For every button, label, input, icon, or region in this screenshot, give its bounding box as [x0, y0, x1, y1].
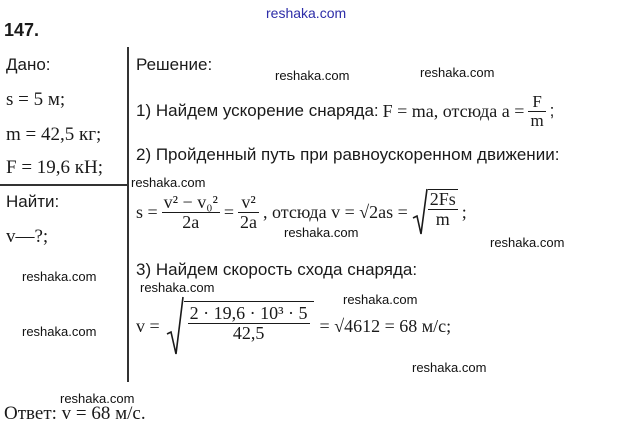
- watermark: reshaka.com: [343, 292, 418, 307]
- step-2-frac3-num: 2Fs: [429, 189, 456, 210]
- step-2-mid: , отсюда v = √2as =: [263, 201, 408, 222]
- given-item-m: m = 42,5 кг;: [6, 124, 102, 145]
- watermark: reshaka.com: [420, 65, 495, 80]
- step-1-frac-num: F: [532, 92, 542, 111]
- watermark: reshaka.com: [490, 235, 565, 250]
- step-3-frac-den: 42,5: [232, 323, 265, 343]
- step-2-text: 2) Пройденный путь при равноускоренном движении:: [136, 145, 560, 164]
- step-1-formula: F = ma, отсюда a =: [382, 100, 525, 121]
- watermark: reshaka.com: [60, 391, 135, 406]
- given-title: Дано:: [6, 55, 51, 74]
- sqrt-sign-icon: [412, 188, 428, 236]
- step-1: [136, 93, 554, 130]
- step-3-end: = √4612 = 68 м/с;: [319, 315, 452, 336]
- divider-horizontal: [0, 184, 128, 186]
- step-2-frac2-num: v²: [241, 191, 256, 212]
- step-1-frac-den: m: [530, 110, 544, 130]
- step-2-fraction-1: [162, 193, 220, 232]
- step-3-sqrt: [166, 296, 314, 356]
- watermark: reshaka.com: [22, 269, 97, 284]
- problem-number: 147.: [4, 20, 40, 40]
- watermark-top: reshaka.com: [266, 5, 347, 21]
- step-3-fraction: [184, 301, 314, 343]
- watermark: reshaka.com: [140, 280, 215, 295]
- watermark: reshaka.com: [131, 175, 206, 190]
- divider-vertical: [127, 47, 129, 382]
- watermark: reshaka.com: [275, 68, 350, 83]
- step-2-sqrt: [412, 188, 458, 236]
- find-title: Найти:: [6, 192, 60, 211]
- step-3-frac-num: 2 · 19,6 · 10³ · 5: [189, 303, 308, 324]
- answer: Ответ: v = 68 м/с.: [4, 403, 146, 424]
- step-2-fraction-2: [238, 193, 259, 232]
- step-2-frac2-den: 2a: [240, 211, 258, 232]
- step-2-fraction-3: [428, 189, 458, 229]
- step-2-eq: =: [223, 201, 235, 222]
- watermark: reshaka.com: [412, 360, 487, 375]
- step-1-end: ;: [549, 101, 555, 121]
- sqrt-sign-icon: [166, 296, 184, 356]
- solution-title: Решение:: [136, 55, 213, 74]
- step-2-end: ;: [461, 201, 467, 222]
- step-1-fraction: [528, 93, 545, 130]
- find-item: v—?;: [6, 226, 49, 247]
- step-3-text: 3) Найдем скорость схода снаряда:: [136, 260, 418, 279]
- step-2-frac3-den: m: [435, 209, 450, 229]
- step-3-v: v =: [136, 315, 160, 336]
- watermark: reshaka.com: [22, 324, 97, 339]
- step-1-text: 1) Найдем ускорение снаряда:: [136, 101, 379, 121]
- step-2-s: s =: [136, 201, 158, 222]
- watermark: reshaka.com: [284, 225, 359, 240]
- given-item-f: F = 19,6 кН;: [6, 157, 104, 178]
- given-item-s: s = 5 м;: [6, 89, 66, 110]
- step-2-frac1-num: v² − v₀²: [163, 191, 218, 212]
- step-2-frac1-den: 2a: [182, 211, 200, 232]
